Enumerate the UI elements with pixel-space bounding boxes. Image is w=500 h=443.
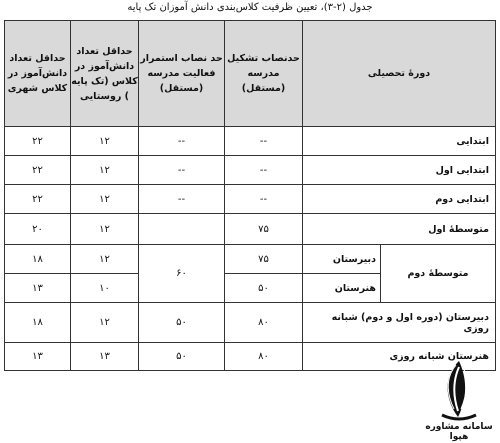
continuation-quorum-cell: -- [139, 156, 225, 185]
min-urban-cell: ۱۳ [5, 343, 71, 371]
continuation-quorum-cell [139, 214, 225, 245]
continuation-quorum-cell: ۵۰ [139, 343, 225, 371]
min-quorum-cell: ۸۰ [225, 343, 303, 371]
header-min-quorum: حدنصاب تشکیل مدرسه (مستقل) [225, 21, 303, 127]
row-level: دبیرستان (دوره اول و دوم) شبانه روزی [303, 303, 496, 343]
header-continuation-quorum: حد نصاب استمرار فعالیت مدرسه (مستقل) [139, 21, 225, 127]
min-urban-cell: ۲۲ [5, 185, 71, 214]
min-rural-cell: ۱۲ [71, 245, 139, 274]
min-quorum-cell: -- [225, 185, 303, 214]
min-urban-cell: ۱۳ [5, 274, 71, 303]
table-caption: جدول (۲-۳)، تعیین ظرفیت کلاس‌بندی دانش آموزان تک پایه [127, 2, 373, 13]
min-rural-cell: ۱۳ [71, 343, 139, 371]
min-urban-cell: ۲۰ [5, 214, 71, 245]
row-level: هنرستان شبانه روزی [303, 343, 496, 371]
row-level: دبیرستان [303, 245, 381, 274]
header-min-urban: حداقل تعداد دانش‌آموز در کلاس شهری [5, 21, 71, 127]
min-rural-cell: ۱۲ [71, 127, 139, 156]
class-capacity-table [4, 20, 496, 371]
table-row [5, 303, 496, 343]
min-rural-cell: ۱۰ [71, 274, 139, 303]
continuation-quorum-cell: -- [139, 185, 225, 214]
header-row [5, 21, 496, 127]
table-row [5, 214, 496, 245]
table-row [5, 185, 496, 214]
min-rural-cell: ۱۲ [71, 185, 139, 214]
continuation-quorum-cell: ۵۰ [139, 303, 225, 343]
header-level: دورۀ تحصیلی [303, 21, 496, 127]
min-quorum-cell: ۷۵ [225, 245, 303, 274]
min-quorum-cell: ۵۰ [225, 274, 303, 303]
min-rural-cell: ۱۲ [71, 214, 139, 245]
row-level: متوسطۀ اول [303, 214, 496, 245]
min-urban-cell: ۱۸ [5, 303, 71, 343]
min-urban-cell: ۱۸ [5, 245, 71, 274]
min-quorum-cell: ۸۰ [225, 303, 303, 343]
header-min-rural: حداقل تعداد دانش‌آموز در کلاس (تک پایه ) روستایی [71, 21, 139, 127]
row-group: متوسطۀ دوم [381, 245, 496, 303]
continuation-quorum-cell: -- [139, 127, 225, 156]
table-row [5, 343, 496, 371]
row-level: ابتدایی دوم [303, 185, 496, 214]
min-quorum-cell: -- [225, 127, 303, 156]
continuation-quorum-cell: ۶۰ [139, 245, 225, 303]
table-row [5, 245, 496, 274]
min-urban-cell: ۲۲ [5, 127, 71, 156]
min-rural-cell: ۱۲ [71, 156, 139, 185]
row-level: ابتدایی اول [303, 156, 496, 185]
min-rural-cell: ۱۲ [71, 303, 139, 343]
min-urban-cell: ۲۲ [5, 156, 71, 185]
row-level: هنرستان [303, 274, 381, 303]
table-row [5, 127, 496, 156]
min-quorum-cell: ۷۵ [225, 214, 303, 245]
table-row [5, 156, 496, 185]
min-quorum-cell: -- [225, 156, 303, 185]
logo-text: سامانه مشاوره هپوا [425, 422, 493, 442]
row-level: ابتدایی [303, 127, 496, 156]
